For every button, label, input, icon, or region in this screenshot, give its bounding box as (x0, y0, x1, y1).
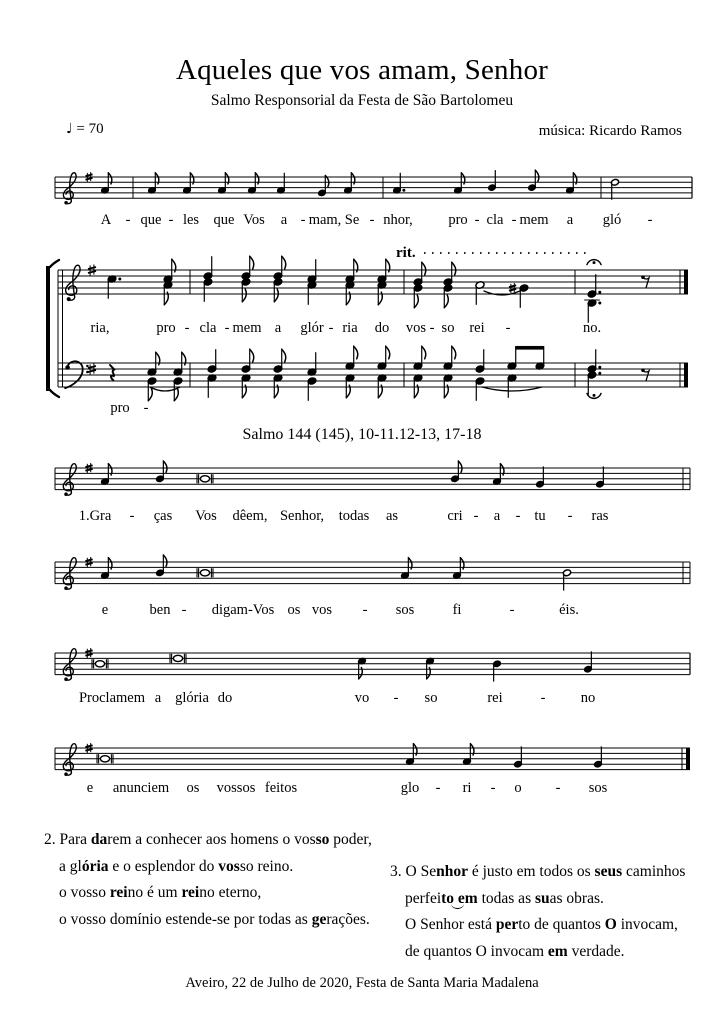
lyric-syllable: - (429, 320, 435, 336)
verse-text: no é um (127, 884, 182, 901)
verse-accented-syllable: so (315, 831, 330, 848)
verse-line (44, 827, 372, 854)
verse-text: o vosso domínio estende-se por todas as (59, 910, 312, 928)
lyric-syllable: - (505, 320, 511, 336)
lyric-syllable: ri (462, 780, 472, 796)
lyrics-line (102, 602, 579, 618)
lyric-syllable: - (490, 780, 496, 796)
lyric-syllable: 1.Gra (78, 508, 112, 524)
lyric-syllable: ria, (90, 320, 110, 336)
treble-staff (55, 648, 690, 682)
lyric-syllable: do (217, 690, 233, 706)
verse-text: poder, (329, 831, 372, 848)
lyrics-line (110, 400, 148, 416)
verse-text: rem a conhecer aos homens o vos (107, 831, 316, 848)
piece-title: Aqueles que vos amam, Senhor (175, 54, 549, 86)
lyric-syllable: Vos (243, 212, 265, 228)
system-bracket (46, 266, 50, 391)
lyric-syllable: - (435, 780, 441, 796)
lyric-syllable: A (100, 212, 112, 228)
verse-line (44, 880, 372, 907)
verse-text: O Senhor está (405, 916, 496, 933)
verse-text: verdade. (567, 942, 625, 960)
lyric-syllable: tu (534, 508, 546, 524)
verse-accented-syllable: ória (81, 857, 109, 875)
verse-3-text (390, 859, 685, 965)
lyric-syllable: - (567, 508, 573, 524)
lyric-syllable: - (129, 508, 135, 524)
lyric-syllable: que (213, 212, 235, 228)
verse-text: de quantos O invocam (405, 942, 548, 960)
reciting-note (95, 661, 104, 667)
lyrics-line (91, 320, 602, 336)
verse-accented-syllable: da (90, 831, 108, 848)
lyric-syllable: - (224, 320, 230, 336)
tempo-value: = 70 (76, 121, 104, 137)
lyric-syllable: a (493, 508, 501, 524)
lyric-syllable: - (143, 400, 149, 416)
lyric-syllable: o (514, 780, 522, 796)
verse-text: é justo em todos os (467, 863, 595, 880)
treble-clef-icon (63, 464, 76, 496)
reciting-note (100, 756, 109, 762)
lyric-syllable: pro (110, 400, 130, 416)
verse-line (44, 907, 372, 934)
lyric-syllable: - (168, 212, 174, 228)
lyric-syllable: digam-Vos (211, 602, 275, 618)
lyric-syllable: - (362, 602, 368, 618)
verse-line (390, 912, 685, 939)
verse-accented-syllable: em (547, 942, 568, 960)
lyric-syllable: so (441, 320, 455, 336)
lyric-syllable: so (424, 690, 438, 706)
system-6 (55, 743, 690, 796)
lyric-syllable: rei (469, 320, 485, 336)
lyric-syllable: glór (300, 320, 324, 336)
lyric-syllable: cla (199, 320, 217, 336)
lyric-syllable: - (474, 212, 480, 228)
lyric-syllable: cla (486, 212, 504, 228)
lyric-syllable: rei (487, 690, 503, 706)
lyric-syllable: os (287, 602, 301, 618)
verse-text: perfei (405, 889, 442, 907)
lyric-syllable: Vos (195, 508, 217, 524)
lyric-syllable: éis. (559, 602, 579, 618)
lyric-syllable: pro (156, 320, 176, 336)
lyric-syllable: os (186, 780, 200, 796)
verse-text: to de quantos (518, 916, 605, 933)
lyric-syllable: - (509, 602, 515, 618)
verse-accented-syllable: su (534, 889, 550, 907)
lyric-syllable: ben (149, 602, 171, 618)
lyric-syllable: - (540, 690, 546, 706)
lyric-syllable: que (140, 212, 162, 228)
lyric-syllable: a (274, 320, 282, 336)
lyric-syllable: mam, (308, 212, 342, 228)
lyric-syllable: dêem, (232, 508, 268, 524)
lyric-syllable: vos (311, 602, 333, 618)
verse-line (44, 854, 372, 881)
system-3 (55, 461, 690, 524)
lyric-syllable: les (182, 212, 200, 228)
lyric-syllable: mem (232, 320, 262, 336)
composer-credit: música: Ricardo Ramos (538, 123, 682, 139)
lyrics-line (101, 212, 653, 228)
lyric-syllable: - (393, 690, 399, 706)
lyric-syllable: - (647, 212, 653, 228)
treble-staff (58, 256, 688, 323)
lyric-syllable: Proclamem (78, 690, 146, 706)
treble-staff (55, 743, 690, 776)
psalm-reference: Salmo 144 (145), 10-11.12-13, 17-18 (242, 426, 482, 443)
lyric-syllable: Senhor, (279, 508, 325, 524)
verse-line (390, 939, 685, 966)
date-footer: Aveiro, 22 de Julho de 2020, Festa de Santa Maria Madalena (185, 975, 539, 991)
lyric-syllable: - (369, 212, 375, 228)
lyric-syllable: no. (582, 320, 602, 336)
lyric-syllable: a (566, 212, 574, 228)
piece-subtitle: Salmo Responsorial da Festa de São Bartolomeu (210, 92, 514, 109)
verse-text: a gl (59, 857, 82, 875)
treble-staff (55, 170, 692, 204)
lyric-syllable: mem (519, 212, 549, 228)
reciting-note (173, 655, 182, 661)
lyric-syllable: sos (588, 780, 608, 796)
verse-text: todas as (477, 889, 535, 907)
verse-line (390, 886, 685, 913)
lyric-syllable: - (515, 508, 521, 524)
verse-accented-syllable: vos (218, 857, 240, 875)
lyric-syllable: fi (452, 602, 462, 618)
lyric-syllable: pro (448, 212, 468, 228)
bass-staff (58, 346, 688, 401)
lyric-syllable: - (555, 780, 561, 796)
lyrics-line (87, 780, 608, 796)
reciting-note (200, 570, 209, 576)
lyric-syllable: e (101, 602, 109, 618)
system-2 (46, 245, 688, 416)
verse-text: o vosso (59, 884, 110, 901)
lyric-syllable: glória (175, 690, 209, 706)
lyric-syllable: gló (602, 212, 622, 228)
reciting-note (200, 476, 209, 482)
lyric-syllable: vo (354, 690, 370, 706)
lyric-syllable: - (511, 212, 517, 228)
verse-accented-syllable: rei (181, 884, 200, 901)
verse-accented-syllable: O (604, 916, 617, 933)
treble-clef-icon (63, 649, 76, 681)
lyric-syllable: ria (342, 320, 358, 336)
verse-text: invocam, (616, 916, 678, 933)
lyric-syllable: feitos (264, 780, 298, 796)
quarter-note-icon: ♩ (66, 121, 73, 137)
system-1 (55, 170, 692, 228)
lyric-syllable: a (154, 690, 162, 706)
lyric-syllable: - (473, 508, 479, 524)
treble-clef-icon (63, 558, 76, 590)
verse-text: as obras. (549, 889, 604, 907)
treble-clef-icon (63, 744, 76, 776)
verse-text: so reino. (239, 857, 294, 875)
verse-line (390, 859, 685, 886)
verse-accented-syllable: nhor (436, 863, 468, 880)
verse-text: 2. Para (44, 831, 91, 848)
verse-2-text (44, 827, 372, 933)
verse-text: caminhos (622, 863, 686, 880)
lyric-syllable: - (328, 320, 334, 336)
treble-clef-icon (66, 265, 80, 301)
verse-accented-syllable: to em (441, 889, 478, 907)
lyric-syllable: todas (338, 508, 370, 524)
treble-staff (55, 555, 690, 591)
lyric-syllable: vos (405, 320, 427, 336)
lyrics-line (79, 690, 595, 706)
lyric-syllable: no (580, 690, 596, 706)
verse-text: e o esplendor do (108, 857, 219, 875)
system-4 (55, 555, 690, 618)
lyric-syllable: sos (395, 602, 415, 618)
lyric-syllable: as (385, 508, 399, 524)
rit-marking: rit. (396, 245, 416, 261)
lyric-syllable: vossos (216, 780, 256, 796)
treble-clef-icon (63, 173, 76, 205)
lyric-syllable: nhor, (383, 212, 413, 228)
verse-accented-syllable: seus (594, 863, 623, 880)
verse-text: rações. (326, 910, 370, 928)
verse-text: 3. O Se (390, 863, 437, 880)
lyric-syllable: - (300, 212, 306, 228)
lyric-syllable: anunciem (112, 780, 170, 796)
lyric-syllable: cri (447, 508, 463, 524)
verse-accented-syllable: ge (311, 910, 327, 928)
lyric-syllable: Se (344, 212, 360, 228)
lyric-syllable: - (125, 212, 131, 228)
lyric-syllable: a (280, 212, 288, 228)
system-5 (55, 648, 690, 706)
lyric-syllable: ras (591, 508, 609, 524)
lyric-syllable: do (374, 320, 390, 336)
lyrics-line (79, 508, 609, 524)
treble-staff (55, 461, 690, 496)
verse-accented-syllable: rei (109, 884, 128, 901)
lyric-syllable: - (181, 602, 187, 618)
lyric-syllable: - (184, 320, 190, 336)
lyric-syllable: ças (153, 508, 173, 524)
verse-text: no eterno, (199, 884, 262, 901)
lyric-syllable: glo (400, 780, 420, 796)
verse-accented-syllable: per (495, 916, 519, 933)
lyric-syllable: e (86, 780, 94, 796)
